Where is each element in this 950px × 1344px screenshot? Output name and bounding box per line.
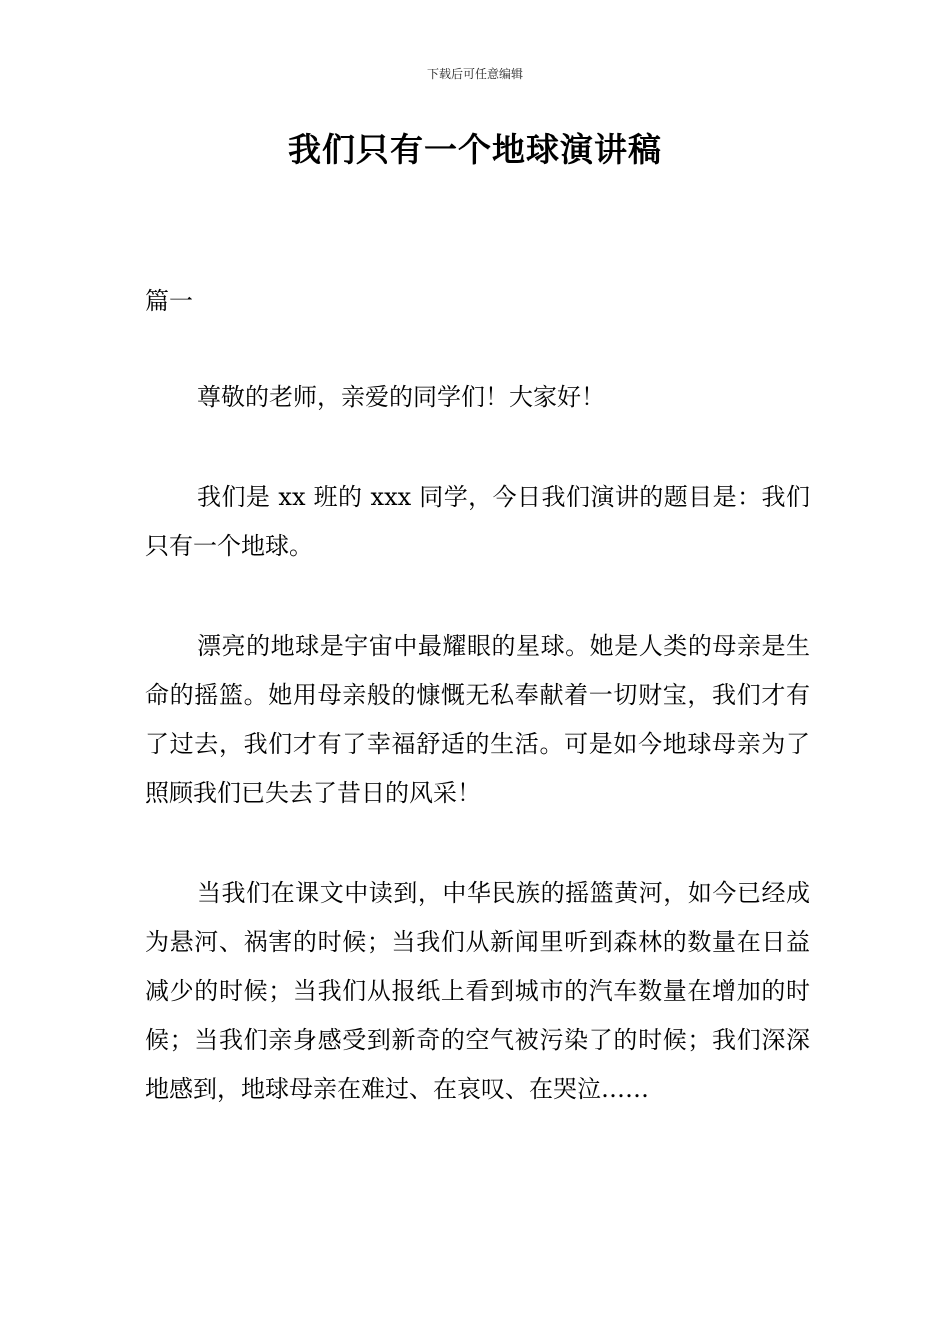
paragraph-earth-description: 漂亮的地球是宇宙中最耀眼的星球。她是人类的母亲是生命的摇篮。她用母亲般的慷慨无私奉献着一切财宝，我们才有了过去，我们才有了幸福舒适的生活。可是如今地球母亲为了照顾我们已失去了昔日的风采！ bbox=[145, 632, 810, 807]
section-label: 篇一 bbox=[145, 287, 193, 315]
paragraph-environment-concern: 当我们在课文中读到，中华民族的摇篮黄河，如今已经成为悬河、祸害的时候；当我们从新闻里听到森林的数量在日益减少的时候；当我们从报纸上看到城市的汽车数量在增加的时候；当我们亲身感受到新奇的空气被污染了的时候；我们深深地感到，地球母亲在难过、在哀叹、在哭泣…… bbox=[145, 879, 810, 1103]
paragraph-introduction: 我们是 xx 班的 xxx 同学，今日我们演讲的题目是：我们只有一个地球。 bbox=[145, 483, 810, 560]
header-note: 下载后可任意编辑 bbox=[426, 67, 523, 81]
paragraph-greeting: 尊敬的老师，亲爱的同学们！大家好！ bbox=[197, 383, 605, 411]
document-title: 我们只有一个地球演讲稿 bbox=[288, 130, 662, 169]
